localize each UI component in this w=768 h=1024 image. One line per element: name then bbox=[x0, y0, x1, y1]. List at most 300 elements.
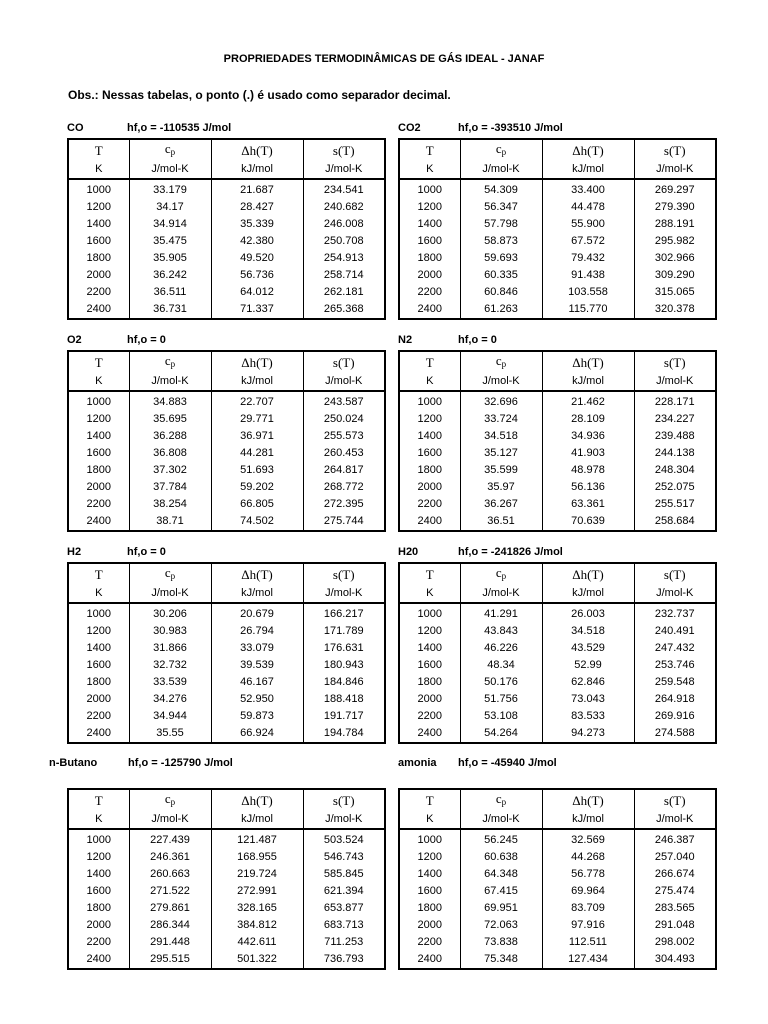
table-header-line bbox=[398, 122, 715, 138]
formation-enthalpy: hf,o = -110535 J/mol bbox=[127, 122, 232, 134]
cp-cell: 35.97 bbox=[460, 479, 542, 496]
cp-cell: 36.731 bbox=[129, 301, 211, 319]
dh-cell: 56.736 bbox=[211, 267, 303, 284]
property-table bbox=[67, 350, 386, 532]
s-cell: 253.746 bbox=[634, 657, 716, 674]
temperature-cell: 2200 bbox=[86, 710, 111, 722]
table-row bbox=[68, 428, 385, 445]
column-symbol-row bbox=[399, 563, 716, 585]
temperature-cell: 1600 bbox=[417, 885, 442, 897]
table-row bbox=[399, 725, 716, 743]
temperature-cell: 1600 bbox=[86, 235, 111, 247]
s-cell: 309.290 bbox=[634, 267, 716, 284]
cp-subscript: p bbox=[501, 147, 507, 157]
cp-symbol: c bbox=[495, 791, 502, 806]
cp-cell: 51.756 bbox=[460, 691, 542, 708]
table-row bbox=[68, 603, 385, 623]
cp-cell: 35.127 bbox=[460, 445, 542, 462]
dh-cell: 66.805 bbox=[211, 496, 303, 513]
dh-cell: 73.043 bbox=[542, 691, 634, 708]
s-cell: 176.631 bbox=[303, 640, 385, 657]
temperature-cell: 1600 bbox=[417, 659, 442, 671]
s-cell: 266.674 bbox=[634, 866, 716, 883]
unit-s: J/mol-K bbox=[303, 585, 385, 603]
col-cp bbox=[129, 563, 211, 585]
s-cell: 269.297 bbox=[634, 179, 716, 199]
table-row bbox=[399, 951, 716, 969]
table-row bbox=[399, 391, 716, 411]
unit-dh: kJ/mol bbox=[542, 585, 634, 603]
temperature-cell: 1000 bbox=[86, 834, 111, 846]
s-cell: 254.913 bbox=[303, 250, 385, 267]
col-dh: Δh(T) bbox=[542, 789, 634, 811]
dh-cell: 115.770 bbox=[542, 301, 634, 319]
cp-cell: 35.55 bbox=[129, 725, 211, 743]
cp-subscript: p bbox=[170, 797, 176, 807]
property-block-6 bbox=[49, 757, 384, 970]
table-row bbox=[68, 513, 385, 531]
unit-T: K bbox=[399, 373, 460, 391]
column-unit-row bbox=[68, 585, 385, 603]
cp-cell: 67.415 bbox=[460, 883, 542, 900]
table-header-line bbox=[398, 334, 715, 350]
table-row bbox=[68, 267, 385, 284]
temperature-cell: 2400 bbox=[417, 727, 442, 739]
column-symbol-row bbox=[399, 789, 716, 811]
table-row bbox=[399, 250, 716, 267]
table-row bbox=[399, 917, 716, 934]
temperature-cell: 1400 bbox=[86, 430, 111, 442]
column-symbol-row bbox=[68, 139, 385, 161]
s-cell: 180.943 bbox=[303, 657, 385, 674]
table-row bbox=[68, 479, 385, 496]
property-block-0 bbox=[67, 122, 384, 320]
s-cell: 260.453 bbox=[303, 445, 385, 462]
table-row bbox=[399, 829, 716, 849]
temperature-cell: 1800 bbox=[417, 252, 442, 264]
cp-cell: 34.914 bbox=[129, 216, 211, 233]
cp-cell: 30.983 bbox=[129, 623, 211, 640]
temperature-cell: 2200 bbox=[86, 936, 111, 948]
unit-s: J/mol-K bbox=[634, 585, 716, 603]
cp-cell: 48.34 bbox=[460, 657, 542, 674]
dh-cell: 384.812 bbox=[211, 917, 303, 934]
temperature-cell: 1400 bbox=[86, 218, 111, 230]
s-cell: 191.717 bbox=[303, 708, 385, 725]
dh-cell: 112.511 bbox=[542, 934, 634, 951]
property-block-2 bbox=[67, 334, 384, 532]
temperature-cell: 2200 bbox=[86, 498, 111, 510]
s-cell: 304.493 bbox=[634, 951, 716, 969]
unit-s: J/mol-K bbox=[634, 811, 716, 829]
cp-cell: 295.515 bbox=[129, 951, 211, 969]
unit-s: J/mol-K bbox=[634, 161, 716, 179]
cp-cell: 36.511 bbox=[129, 284, 211, 301]
s-cell: 283.565 bbox=[634, 900, 716, 917]
col-cp bbox=[460, 563, 542, 585]
unit-dh: kJ/mol bbox=[542, 811, 634, 829]
table-row bbox=[68, 199, 385, 216]
table-row bbox=[399, 657, 716, 674]
dh-cell: 83.533 bbox=[542, 708, 634, 725]
dh-cell: 26.794 bbox=[211, 623, 303, 640]
dh-cell: 62.846 bbox=[542, 674, 634, 691]
col-T: T bbox=[94, 143, 103, 158]
unit-dh: kJ/mol bbox=[211, 811, 303, 829]
temperature-cell: 1600 bbox=[86, 447, 111, 459]
cp-symbol: c bbox=[495, 141, 502, 156]
dh-cell: 20.679 bbox=[211, 603, 303, 623]
col-T: T bbox=[94, 793, 103, 808]
temperature-cell: 2200 bbox=[417, 498, 442, 510]
s-cell: 255.517 bbox=[634, 496, 716, 513]
temperature-cell: 2000 bbox=[417, 693, 442, 705]
s-cell: 166.217 bbox=[303, 603, 385, 623]
temperature-cell: 1000 bbox=[86, 396, 111, 408]
unit-cp: J/mol-K bbox=[129, 373, 211, 391]
table-row bbox=[68, 445, 385, 462]
unit-T: K bbox=[68, 161, 129, 179]
unit-cp: J/mol-K bbox=[129, 161, 211, 179]
col-s: s(T) bbox=[634, 351, 716, 373]
temperature-cell: 2200 bbox=[86, 286, 111, 298]
dh-cell: 59.873 bbox=[211, 708, 303, 725]
s-cell: 246.387 bbox=[634, 829, 716, 849]
dh-cell: 442.611 bbox=[211, 934, 303, 951]
dh-cell: 26.003 bbox=[542, 603, 634, 623]
cp-cell: 64.348 bbox=[460, 866, 542, 883]
unit-dh: kJ/mol bbox=[542, 161, 634, 179]
cp-cell: 56.347 bbox=[460, 199, 542, 216]
column-symbol-row bbox=[68, 351, 385, 373]
temperature-cell: 1800 bbox=[417, 902, 442, 914]
cp-cell: 46.226 bbox=[460, 640, 542, 657]
table-row bbox=[68, 411, 385, 428]
col-T: T bbox=[425, 793, 434, 808]
temperature-cell: 1600 bbox=[417, 235, 442, 247]
temperature-cell: 1200 bbox=[417, 413, 442, 425]
column-symbol-row bbox=[399, 139, 716, 161]
s-cell: 259.548 bbox=[634, 674, 716, 691]
col-dh: Δh(T) bbox=[211, 789, 303, 811]
dh-cell: 33.079 bbox=[211, 640, 303, 657]
unit-cp: J/mol-K bbox=[460, 585, 542, 603]
table-row bbox=[399, 199, 716, 216]
column-symbol-row bbox=[68, 789, 385, 811]
cp-cell: 72.063 bbox=[460, 917, 542, 934]
table-header-line bbox=[67, 334, 384, 350]
s-cell: 736.793 bbox=[303, 951, 385, 969]
formation-enthalpy: hf,o = -45940 J/mol bbox=[458, 757, 557, 769]
cp-cell: 34.17 bbox=[129, 199, 211, 216]
dh-cell: 44.478 bbox=[542, 199, 634, 216]
dh-cell: 21.687 bbox=[211, 179, 303, 199]
temperature-cell: 2400 bbox=[86, 727, 111, 739]
cp-cell: 38.71 bbox=[129, 513, 211, 531]
table-row bbox=[68, 250, 385, 267]
unit-T: K bbox=[399, 161, 460, 179]
temperature-cell: 1600 bbox=[86, 659, 111, 671]
dh-cell: 71.337 bbox=[211, 301, 303, 319]
unit-cp: J/mol-K bbox=[460, 161, 542, 179]
s-cell: 711.253 bbox=[303, 934, 385, 951]
col-dh: Δh(T) bbox=[542, 351, 634, 373]
col-s: s(T) bbox=[634, 139, 716, 161]
table-row bbox=[68, 883, 385, 900]
table-row bbox=[68, 391, 385, 411]
temperature-cell: 1200 bbox=[417, 625, 442, 637]
table-row bbox=[68, 849, 385, 866]
table-row bbox=[68, 725, 385, 743]
temperature-cell: 1000 bbox=[417, 184, 442, 196]
dh-cell: 44.268 bbox=[542, 849, 634, 866]
table-row bbox=[68, 951, 385, 969]
cp-cell: 37.784 bbox=[129, 479, 211, 496]
temperature-cell: 2400 bbox=[86, 515, 111, 527]
temperature-cell: 1400 bbox=[417, 642, 442, 654]
s-cell: 288.191 bbox=[634, 216, 716, 233]
dh-cell: 22.707 bbox=[211, 391, 303, 411]
dh-cell: 42.380 bbox=[211, 233, 303, 250]
temperature-cell: 2400 bbox=[417, 303, 442, 315]
cp-cell: 57.798 bbox=[460, 216, 542, 233]
dh-cell: 34.518 bbox=[542, 623, 634, 640]
dh-cell: 32.569 bbox=[542, 829, 634, 849]
s-cell: 234.541 bbox=[303, 179, 385, 199]
temperature-cell: 2000 bbox=[86, 919, 111, 931]
unit-T: K bbox=[399, 585, 460, 603]
table-row bbox=[399, 883, 716, 900]
col-dh: Δh(T) bbox=[211, 351, 303, 373]
dh-cell: 44.281 bbox=[211, 445, 303, 462]
table-row bbox=[399, 496, 716, 513]
s-cell: 228.171 bbox=[634, 391, 716, 411]
table-row bbox=[68, 301, 385, 319]
s-cell: 546.743 bbox=[303, 849, 385, 866]
table-row bbox=[399, 284, 716, 301]
page-title: PROPRIEDADES TERMODINÂMICAS DE GÁS IDEAL - JANAF bbox=[223, 53, 545, 65]
observation-note: Obs.: Nessas tabelas, o ponto (.) é usado como separador decimal. bbox=[68, 88, 451, 102]
s-cell: 255.573 bbox=[303, 428, 385, 445]
s-cell: 264.817 bbox=[303, 462, 385, 479]
unit-cp: J/mol-K bbox=[460, 811, 542, 829]
dh-cell: 48.978 bbox=[542, 462, 634, 479]
table-row bbox=[68, 917, 385, 934]
cp-cell: 34.276 bbox=[129, 691, 211, 708]
table-row bbox=[399, 640, 716, 657]
s-cell: 503.524 bbox=[303, 829, 385, 849]
table-row bbox=[399, 691, 716, 708]
col-s: s(T) bbox=[634, 563, 716, 585]
temperature-cell: 1200 bbox=[86, 851, 111, 863]
formation-enthalpy: hf,o = -241826 J/mol bbox=[458, 546, 563, 558]
s-cell: 683.713 bbox=[303, 917, 385, 934]
dh-cell: 51.693 bbox=[211, 462, 303, 479]
formation-enthalpy: hf,o = -125790 J/mol bbox=[128, 757, 233, 769]
dh-cell: 33.400 bbox=[542, 179, 634, 199]
unit-dh: kJ/mol bbox=[542, 373, 634, 391]
table-row bbox=[68, 674, 385, 691]
table-row bbox=[68, 233, 385, 250]
table-row bbox=[68, 496, 385, 513]
temperature-cell: 1400 bbox=[86, 868, 111, 880]
cp-cell: 271.522 bbox=[129, 883, 211, 900]
temperature-cell: 1800 bbox=[86, 252, 111, 264]
species-name: H2 bbox=[67, 546, 82, 558]
s-cell: 240.491 bbox=[634, 623, 716, 640]
cp-cell: 31.866 bbox=[129, 640, 211, 657]
temperature-cell: 1400 bbox=[417, 430, 442, 442]
table-row bbox=[68, 640, 385, 657]
dh-cell: 67.572 bbox=[542, 233, 634, 250]
s-cell: 248.304 bbox=[634, 462, 716, 479]
col-s: s(T) bbox=[303, 139, 385, 161]
unit-T: K bbox=[68, 585, 129, 603]
dh-cell: 328.165 bbox=[211, 900, 303, 917]
unit-s: J/mol-K bbox=[303, 161, 385, 179]
dh-cell: 91.438 bbox=[542, 267, 634, 284]
cp-cell: 60.638 bbox=[460, 849, 542, 866]
temperature-cell: 1200 bbox=[86, 201, 111, 213]
col-cp bbox=[460, 789, 542, 811]
cp-cell: 260.663 bbox=[129, 866, 211, 883]
unit-T: K bbox=[68, 811, 129, 829]
s-cell: 232.737 bbox=[634, 603, 716, 623]
col-T: T bbox=[425, 355, 434, 370]
temperature-cell: 1400 bbox=[417, 868, 442, 880]
cp-cell: 33.539 bbox=[129, 674, 211, 691]
table-row bbox=[399, 900, 716, 917]
temperature-cell: 1400 bbox=[86, 642, 111, 654]
s-cell: 265.368 bbox=[303, 301, 385, 319]
s-cell: 262.181 bbox=[303, 284, 385, 301]
table-row bbox=[68, 708, 385, 725]
property-block-7 bbox=[398, 757, 715, 970]
property-block-5 bbox=[398, 546, 715, 744]
property-table bbox=[67, 138, 386, 320]
dh-cell: 52.99 bbox=[542, 657, 634, 674]
col-s: s(T) bbox=[303, 789, 385, 811]
species-name: CO bbox=[67, 122, 84, 134]
dh-cell: 501.322 bbox=[211, 951, 303, 969]
table-row bbox=[399, 216, 716, 233]
species-name: CO2 bbox=[398, 122, 421, 134]
temperature-cell: 1200 bbox=[417, 201, 442, 213]
property-table bbox=[67, 562, 386, 744]
cp-cell: 36.242 bbox=[129, 267, 211, 284]
table-row bbox=[399, 267, 716, 284]
cp-cell: 35.905 bbox=[129, 250, 211, 267]
dh-cell: 28.427 bbox=[211, 199, 303, 216]
cp-symbol: c bbox=[164, 565, 171, 580]
temperature-cell: 1000 bbox=[86, 608, 111, 620]
unit-T: K bbox=[399, 811, 460, 829]
temperature-cell: 1800 bbox=[417, 676, 442, 688]
dh-cell: 83.709 bbox=[542, 900, 634, 917]
dh-cell: 219.724 bbox=[211, 866, 303, 883]
temperature-cell: 2000 bbox=[86, 693, 111, 705]
dh-cell: 79.432 bbox=[542, 250, 634, 267]
unit-s: J/mol-K bbox=[303, 811, 385, 829]
table-row bbox=[399, 479, 716, 496]
cp-cell: 286.344 bbox=[129, 917, 211, 934]
temperature-cell: 1000 bbox=[417, 834, 442, 846]
temperature-cell: 1000 bbox=[417, 396, 442, 408]
s-cell: 252.075 bbox=[634, 479, 716, 496]
property-block-4 bbox=[67, 546, 384, 744]
s-cell: 621.394 bbox=[303, 883, 385, 900]
table-header-line bbox=[398, 757, 715, 773]
formation-enthalpy: hf,o = 0 bbox=[458, 334, 497, 346]
dh-cell: 35.339 bbox=[211, 216, 303, 233]
dh-cell: 127.434 bbox=[542, 951, 634, 969]
unit-s: J/mol-K bbox=[303, 373, 385, 391]
unit-cp: J/mol-K bbox=[129, 811, 211, 829]
dh-cell: 43.529 bbox=[542, 640, 634, 657]
cp-cell: 53.108 bbox=[460, 708, 542, 725]
s-cell: 247.432 bbox=[634, 640, 716, 657]
s-cell: 269.916 bbox=[634, 708, 716, 725]
unit-dh: kJ/mol bbox=[211, 373, 303, 391]
temperature-cell: 1800 bbox=[417, 464, 442, 476]
dh-cell: 103.558 bbox=[542, 284, 634, 301]
cp-cell: 54.309 bbox=[460, 179, 542, 199]
cp-cell: 56.245 bbox=[460, 829, 542, 849]
cp-cell: 60.335 bbox=[460, 267, 542, 284]
cp-cell: 41.291 bbox=[460, 603, 542, 623]
table-row bbox=[399, 462, 716, 479]
unit-cp: J/mol-K bbox=[129, 585, 211, 603]
column-unit-row bbox=[399, 161, 716, 179]
table-header-line bbox=[398, 546, 715, 562]
cp-cell: 32.732 bbox=[129, 657, 211, 674]
dh-cell: 70.639 bbox=[542, 513, 634, 531]
property-block-3 bbox=[398, 334, 715, 532]
cp-cell: 227.439 bbox=[129, 829, 211, 849]
temperature-cell: 1000 bbox=[417, 608, 442, 620]
s-cell: 243.587 bbox=[303, 391, 385, 411]
cp-cell: 50.176 bbox=[460, 674, 542, 691]
dh-cell: 49.520 bbox=[211, 250, 303, 267]
dh-cell: 55.900 bbox=[542, 216, 634, 233]
cp-cell: 36.808 bbox=[129, 445, 211, 462]
table-row bbox=[399, 428, 716, 445]
cp-subscript: p bbox=[170, 359, 176, 369]
cp-cell: 34.518 bbox=[460, 428, 542, 445]
cp-cell: 58.873 bbox=[460, 233, 542, 250]
cp-symbol: c bbox=[495, 565, 502, 580]
species-name: n-Butano bbox=[49, 757, 98, 769]
temperature-cell: 2200 bbox=[417, 710, 442, 722]
cp-cell: 36.267 bbox=[460, 496, 542, 513]
table-row bbox=[399, 179, 716, 199]
column-unit-row bbox=[68, 811, 385, 829]
cp-cell: 43.843 bbox=[460, 623, 542, 640]
column-symbol-row bbox=[68, 563, 385, 585]
table-row bbox=[399, 513, 716, 531]
temperature-cell: 1800 bbox=[86, 464, 111, 476]
cp-cell: 75.348 bbox=[460, 951, 542, 969]
s-cell: 239.488 bbox=[634, 428, 716, 445]
cp-symbol: c bbox=[164, 141, 171, 156]
col-s: s(T) bbox=[303, 563, 385, 585]
table-row bbox=[399, 445, 716, 462]
dh-cell: 97.916 bbox=[542, 917, 634, 934]
temperature-cell: 2200 bbox=[417, 936, 442, 948]
temperature-cell: 2400 bbox=[86, 953, 111, 965]
cp-cell: 33.724 bbox=[460, 411, 542, 428]
s-cell: 250.708 bbox=[303, 233, 385, 250]
